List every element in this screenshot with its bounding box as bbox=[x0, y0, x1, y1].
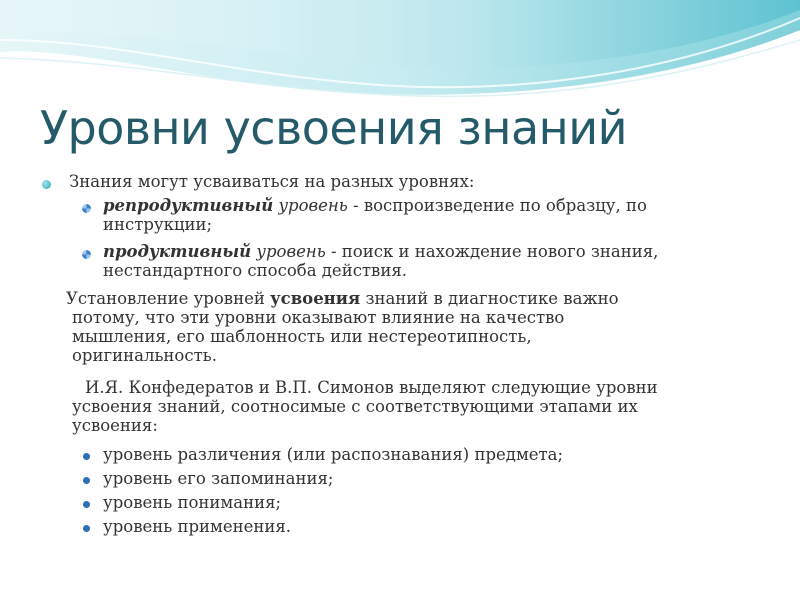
blue-dot-bullet-icon bbox=[83, 477, 90, 484]
sub-item-2-line1 bbox=[103, 242, 658, 261]
blue-dot-bullet-icon bbox=[83, 525, 90, 532]
level-item-1: уровень различения (или распознавания) предмета; bbox=[103, 445, 564, 464]
slide-title: Уровни усвоения знаний bbox=[40, 101, 627, 155]
paragraph-2-line1: И.Я. Конфедератов и В.П. Симонов выделяют следующие уровни bbox=[85, 378, 658, 397]
sub-item-2-term: продуктивный bbox=[103, 242, 252, 261]
blue-dot-bullet-icon bbox=[83, 453, 90, 460]
blue-diamond-bullet-icon bbox=[82, 204, 91, 213]
paragraph-1-line4: оригинальность. bbox=[72, 346, 217, 365]
sub-item-1-term: репродуктивный bbox=[103, 196, 274, 215]
level-item-4: уровень применения. bbox=[103, 517, 292, 536]
level-item-3: уровень понимания; bbox=[103, 493, 282, 512]
sub-item-1-line1 bbox=[103, 196, 647, 215]
paragraph-2-line2: усвоения знаний, соотносимые с соответствующими этапами их bbox=[72, 397, 638, 416]
paragraph-1-line2: потому, что эти уровни оказывают влияние на качество bbox=[72, 308, 565, 327]
paragraph-1-text-a: Установление уровней bbox=[66, 289, 271, 308]
sub-item-1-line2: инструкции; bbox=[103, 215, 213, 234]
level-item-2: уровень его запоминания; bbox=[103, 469, 334, 488]
paragraph-1-line1 bbox=[66, 289, 619, 308]
paragraph-1-text-b: знаний в диагностике важно bbox=[360, 289, 619, 308]
blue-diamond-bullet-icon bbox=[82, 250, 91, 259]
teal-bullet-icon bbox=[42, 180, 51, 189]
decorative-wave-header bbox=[0, 0, 800, 110]
sub-item-1-desc: - воспроизведение по образцу, по bbox=[347, 196, 647, 215]
intro-text: Знания могут усваиваться на разных уровнях: bbox=[69, 172, 475, 191]
paragraph-1-line3: мышления, его шаблонность или нестереотипность, bbox=[72, 327, 532, 346]
paragraph-2-line3: усвоения: bbox=[72, 416, 158, 435]
sub-item-2-desc: - поиск и нахождение нового знания, bbox=[325, 242, 659, 261]
blue-dot-bullet-icon bbox=[83, 501, 90, 508]
paragraph-1-bold-term: усвоения bbox=[270, 289, 361, 308]
sub-item-1-term-suffix: уровень bbox=[273, 196, 348, 215]
sub-item-2-line2: нестандартного способа действия. bbox=[103, 261, 408, 280]
sub-item-2-term-suffix: уровень bbox=[251, 242, 326, 261]
